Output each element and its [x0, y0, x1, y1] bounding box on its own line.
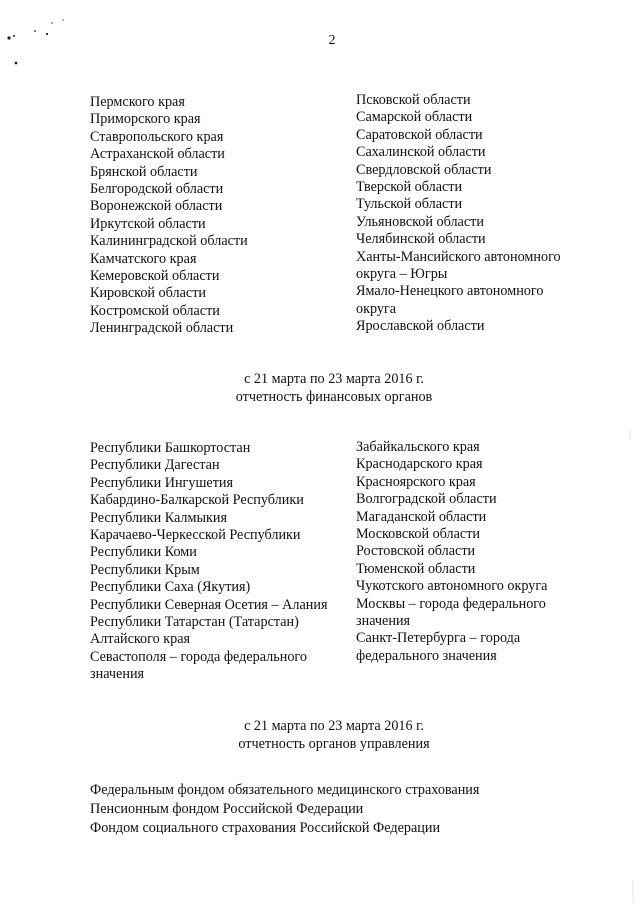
heading-date-line: с 21 марта по 23 марта 2016 г. — [244, 718, 424, 734]
list-item: Брянской области — [90, 163, 198, 180]
list-item: Кировской области — [90, 285, 206, 302]
list-item: Федеральным фондом обязательного медицинского страхования — [90, 782, 480, 798]
list-item: округа – Югры — [356, 266, 448, 283]
list-item: Самарской области — [356, 109, 473, 126]
list-item: Ставропольского края — [90, 128, 224, 145]
list-item: Республики Татарстан (Татарстан) — [90, 614, 299, 631]
list-item: Тульской области — [356, 196, 463, 213]
list-item: Ханты-Мансийского автономного — [356, 248, 561, 265]
heading-title-line: отчетность финансовых органов — [235, 388, 433, 405]
regions-list-right-2 — [356, 439, 547, 665]
list-item: Саратовской области — [356, 126, 483, 143]
list-item: Республики Калмыкия — [90, 509, 228, 526]
list-item: Московской области — [356, 526, 481, 543]
regions-list-left-2 — [90, 440, 327, 684]
list-item: Ростовской области — [356, 543, 476, 560]
list-item: значения — [356, 613, 411, 630]
list-item: значения — [90, 666, 145, 683]
list-item: Ленинградской области — [90, 320, 234, 337]
list-item: Чукотского автономного округа — [356, 578, 548, 595]
list-item: Волгоградской области — [356, 491, 497, 508]
list-item: Республики Коми — [90, 544, 197, 561]
list-item: федерального значения — [356, 647, 497, 664]
section-heading-financial — [14, 371, 640, 406]
list-item: Республики Крым — [90, 561, 200, 578]
list-item: Камчатского края — [90, 250, 197, 267]
heading-date-line: с 21 марта по 23 марта 2016 г. — [244, 371, 424, 387]
list-item: Пенсионным фондом Российской Федерации — [90, 801, 364, 817]
list-item: округа — [356, 300, 397, 317]
regions-list-right-1 — [356, 92, 561, 336]
list-item: Псковской области — [356, 92, 471, 108]
list-item: Иркутской области — [90, 215, 206, 232]
list-item: Приморского края — [90, 111, 201, 128]
list-item: Свердловской области — [356, 161, 492, 178]
list-item: Костромской области — [90, 302, 220, 319]
list-item: Пермского края — [90, 94, 185, 110]
list-item: Ульяновской области — [356, 213, 484, 230]
list-item: Краснодарского края — [356, 456, 483, 473]
section-heading-management — [14, 718, 640, 753]
page-number: 2 — [328, 33, 336, 48]
list-item: Республики Ингушетия — [90, 474, 234, 491]
list-item: Тверской области — [356, 179, 463, 196]
list-item: Республики Башкортостан — [90, 440, 251, 456]
list-item: Калининградской области — [90, 233, 248, 250]
list-item: Ярославской области — [356, 318, 485, 335]
list-item: Санкт-Петербурга – города — [356, 630, 521, 647]
list-item: Москвы – города федерального — [356, 595, 546, 612]
list-item: Тюменской области — [356, 560, 476, 577]
list-item: Республики Саха (Якутия) — [90, 579, 251, 596]
list-item: Сахалинской области — [356, 144, 486, 161]
list-item: Челябинской области — [356, 231, 486, 248]
list-item: Воронежской области — [90, 198, 223, 215]
list-item: Белгородской области — [90, 181, 224, 198]
list-item: Карачаево-Черкесской Республики — [90, 527, 301, 544]
funds-list — [90, 781, 479, 838]
list-item: Республики Северная Осетия – Алания — [90, 596, 328, 613]
list-item: Кемеровской области — [90, 268, 220, 285]
list-item: Забайкальского края — [356, 439, 480, 455]
list-item: Красноярского края — [356, 473, 476, 490]
list-item: Магаданской области — [356, 508, 487, 525]
list-item: Республики Дагестан — [90, 457, 220, 474]
list-item: Севастополя – города федерального — [90, 648, 307, 665]
list-item: Кабардино-Балкарской Республики — [90, 492, 304, 509]
list-item: Ямало-Ненецкого автономного — [356, 283, 544, 300]
regions-list-left-1 — [90, 94, 248, 338]
list-item: Алтайского края — [90, 631, 191, 648]
list-item: Астраханской области — [90, 146, 225, 163]
heading-title-line: отчетность органов управления — [238, 735, 430, 752]
list-item: Фондом социального страхования Российской Федерации — [90, 820, 441, 836]
